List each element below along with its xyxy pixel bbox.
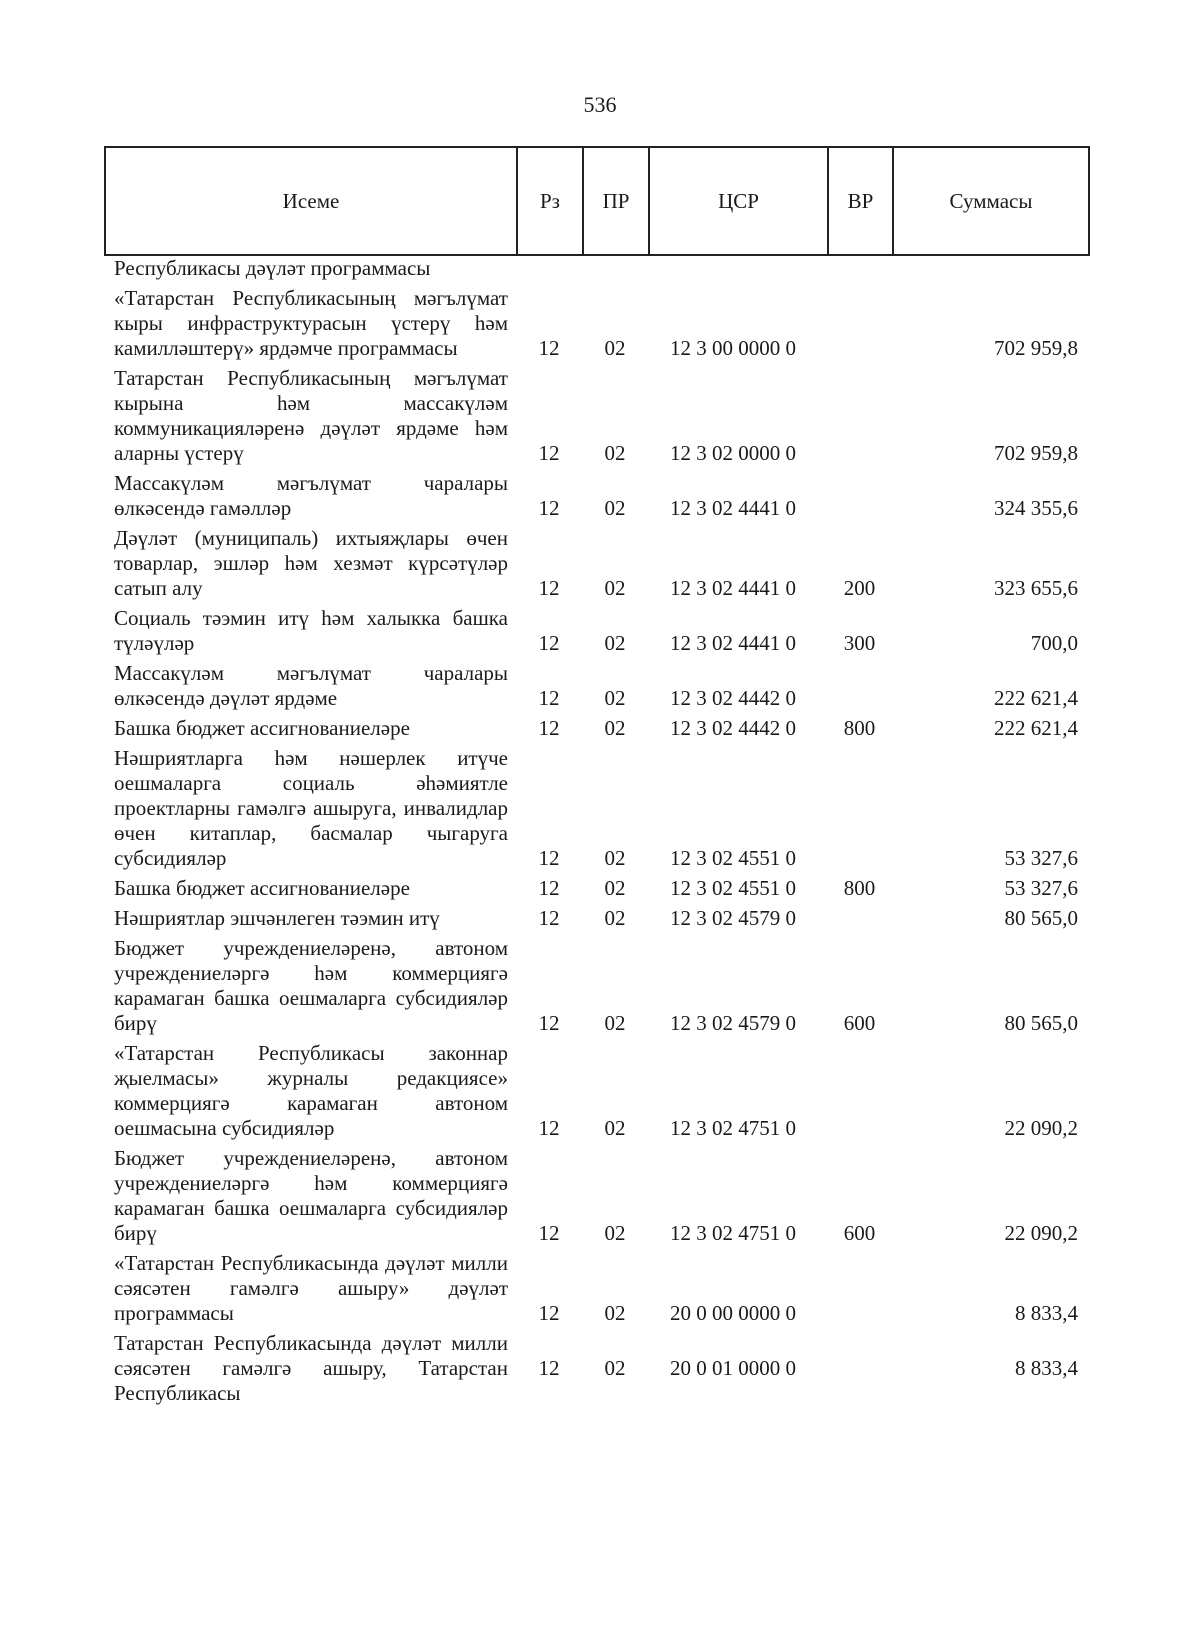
row-name: Республикасы дәүләт программасы xyxy=(114,256,431,280)
row-rz: 12 xyxy=(538,441,560,465)
row-name: Бюджет учреждениеләренә, автоном учреждениеләргә һәм коммерциягә карамаган башка оешмаларга субсидияләр бирү xyxy=(114,936,508,1035)
row-vr xyxy=(827,466,892,521)
row-rz: 12 xyxy=(538,686,560,710)
row-sum: 222 621,4 xyxy=(994,716,1078,740)
row-csr: 12 3 02 4579 0 xyxy=(670,1011,796,1035)
row-pr: 02 xyxy=(604,631,626,655)
table-row xyxy=(104,361,1088,466)
row-sum: 53 327,6 xyxy=(1004,876,1078,900)
row-sum: 702 959,8 xyxy=(994,336,1078,360)
table-header xyxy=(104,146,1090,256)
row-name: «Татарстан Республикасында дәүләт милли сәясәтен гамәлгә ашыру» дәүләт программасы xyxy=(114,1251,508,1325)
row-pr: 02 xyxy=(604,576,626,600)
row-csr: 12 3 02 4579 0 xyxy=(670,906,796,930)
table-row xyxy=(104,254,1088,281)
row-csr: 12 3 02 4441 0 xyxy=(670,576,796,600)
row-csr: 12 3 02 4442 0 xyxy=(670,686,796,710)
row-rz xyxy=(516,254,582,281)
table-row xyxy=(104,601,1088,656)
row-vr: 600 xyxy=(843,1011,876,1035)
row-vr xyxy=(827,741,892,871)
row-name: Нәшриятлар эшчәнлеген тәэмин итү xyxy=(114,906,440,930)
header-name: Исеме xyxy=(105,147,517,255)
row-vr xyxy=(827,281,892,361)
row-pr: 02 xyxy=(604,686,626,710)
row-vr xyxy=(827,1246,892,1326)
header-pr: ПР xyxy=(583,147,649,255)
table-row xyxy=(104,871,1088,901)
row-pr: 02 xyxy=(604,876,626,900)
row-vr: 800 xyxy=(843,716,876,740)
page-number: 536 xyxy=(583,92,617,117)
row-name: Башка бюджет ассигнованиеләре xyxy=(114,716,410,740)
row-vr: 800 xyxy=(843,876,876,900)
row-pr: 02 xyxy=(604,441,626,465)
table-row xyxy=(104,521,1088,601)
row-sum: 80 565,0 xyxy=(1004,1011,1078,1035)
row-vr xyxy=(827,656,892,711)
row-rz: 12 xyxy=(538,1356,560,1380)
row-pr: 02 xyxy=(604,1356,626,1380)
row-name: Социаль тәэмин итү һәм халыкка башка түләүләр xyxy=(114,606,508,655)
row-vr: 600 xyxy=(843,1221,876,1245)
table-row xyxy=(104,281,1088,361)
row-csr: 12 3 00 0000 0 xyxy=(670,336,796,360)
row-csr: 12 3 02 4441 0 xyxy=(670,631,796,655)
row-vr xyxy=(827,254,892,281)
table-row xyxy=(104,1326,1088,1406)
table-row xyxy=(104,1036,1088,1141)
row-rz: 12 xyxy=(538,876,560,900)
row-sum: 700,0 xyxy=(1030,631,1078,655)
row-sum: 53 327,6 xyxy=(1004,846,1078,870)
row-sum: 222 621,4 xyxy=(994,686,1078,710)
row-sum: 80 565,0 xyxy=(1004,906,1078,930)
row-rz: 12 xyxy=(538,1221,560,1245)
row-sum: 323 655,6 xyxy=(994,576,1078,600)
row-vr xyxy=(827,901,892,931)
header-vr: ВР xyxy=(828,147,893,255)
table-row xyxy=(104,1141,1088,1246)
row-csr: 12 3 02 0000 0 xyxy=(670,441,796,465)
row-sum: 22 090,2 xyxy=(1004,1221,1078,1245)
header-rz: Рз xyxy=(517,147,583,255)
row-sum xyxy=(892,254,1088,281)
row-pr: 02 xyxy=(604,496,626,520)
row-vr: 300 xyxy=(843,631,876,655)
row-csr: 12 3 02 4551 0 xyxy=(670,846,796,870)
header-csr: ЦСР xyxy=(649,147,828,255)
row-sum: 8 833,4 xyxy=(1015,1356,1078,1380)
budget-table xyxy=(104,254,1088,1406)
row-rz: 12 xyxy=(538,496,560,520)
row-pr xyxy=(582,254,648,281)
row-vr xyxy=(827,1036,892,1141)
row-pr: 02 xyxy=(604,1221,626,1245)
table-row xyxy=(104,901,1088,931)
row-csr xyxy=(648,254,827,281)
row-rz: 12 xyxy=(538,906,560,930)
row-sum: 702 959,8 xyxy=(994,441,1078,465)
table-row xyxy=(104,931,1088,1036)
row-vr xyxy=(827,1326,892,1406)
table-row xyxy=(104,466,1088,521)
row-csr: 12 3 02 4551 0 xyxy=(670,876,796,900)
table-row xyxy=(104,711,1088,741)
row-pr: 02 xyxy=(604,1011,626,1035)
row-csr: 12 3 02 4441 0 xyxy=(670,496,796,520)
row-name: Дәүләт (муниципаль) ихтыяҗлары өчен товарлар, эшләр һәм хезмәт күрсәтүләр сатып алу xyxy=(114,526,508,600)
row-rz: 12 xyxy=(538,1116,560,1140)
row-pr: 02 xyxy=(604,1301,626,1325)
row-name: Массакүләм мәгълүмат чаралары өлкәсендә дәүләт ярдәме xyxy=(114,661,508,710)
row-csr: 12 3 02 4751 0 xyxy=(670,1221,796,1245)
row-name: «Татарстан Республикасының мәгълүмат кыры инфраструктурасын үстерү һәм камилләштерү» ярдәмче программасы xyxy=(114,286,508,360)
row-name: «Татарстан Республикасы законнар җыелмасы» журналы редакциясе» коммерциягә карамаган автоном оешмасына субсидияләр xyxy=(114,1041,508,1140)
row-rz: 12 xyxy=(538,1301,560,1325)
row-pr: 02 xyxy=(604,1116,626,1140)
header-sum: Суммасы xyxy=(893,147,1089,255)
row-pr: 02 xyxy=(604,336,626,360)
row-name: Татарстан Республикасының мәгълүмат кырына һәм массакүләм коммуникацияләренә дәүләт ярдәме һәм аларны үстерү xyxy=(114,366,508,465)
row-sum: 324 355,6 xyxy=(994,496,1078,520)
row-name: Бюджет учреждениеләренә, автоном учреждениеләргә һәм коммерциягә карамаган башка оешмаларга субсидияләр бирү xyxy=(114,1146,508,1245)
row-vr xyxy=(827,361,892,466)
row-pr: 02 xyxy=(604,846,626,870)
row-pr: 02 xyxy=(604,906,626,930)
table-row xyxy=(104,741,1088,871)
row-name: Башка бюджет ассигнованиеләре xyxy=(114,876,410,900)
row-rz: 12 xyxy=(538,846,560,870)
row-rz: 12 xyxy=(538,1011,560,1035)
row-rz: 12 xyxy=(538,336,560,360)
row-rz: 12 xyxy=(538,631,560,655)
row-sum: 8 833,4 xyxy=(1015,1301,1078,1325)
row-rz: 12 xyxy=(538,576,560,600)
row-csr: 12 3 02 4751 0 xyxy=(670,1116,796,1140)
row-vr: 200 xyxy=(843,576,876,600)
row-name: Массакүләм мәгълүмат чаралары өлкәсендә гамәлләр xyxy=(114,471,508,520)
row-csr: 20 0 00 0000 0 xyxy=(670,1301,796,1325)
row-csr: 20 0 01 0000 0 xyxy=(670,1356,796,1380)
row-name: Татарстан Республикасында дәүләт милли сәясәтен гамәлгә ашыру, Татарстан Республикасы xyxy=(114,1331,508,1405)
row-sum: 22 090,2 xyxy=(1004,1116,1078,1140)
table-row xyxy=(104,656,1088,711)
row-rz: 12 xyxy=(538,716,560,740)
row-csr: 12 3 02 4442 0 xyxy=(670,716,796,740)
table-row xyxy=(104,1246,1088,1326)
row-name: Нәшриятларга һәм нәшерлек итүче оешмаларга социаль әһәмиятле проектларны гамәлгә ашыруга, инвалидлар өчен китаплар, басмалар чыгаруга субсидияләр xyxy=(114,746,508,870)
row-pr: 02 xyxy=(604,716,626,740)
